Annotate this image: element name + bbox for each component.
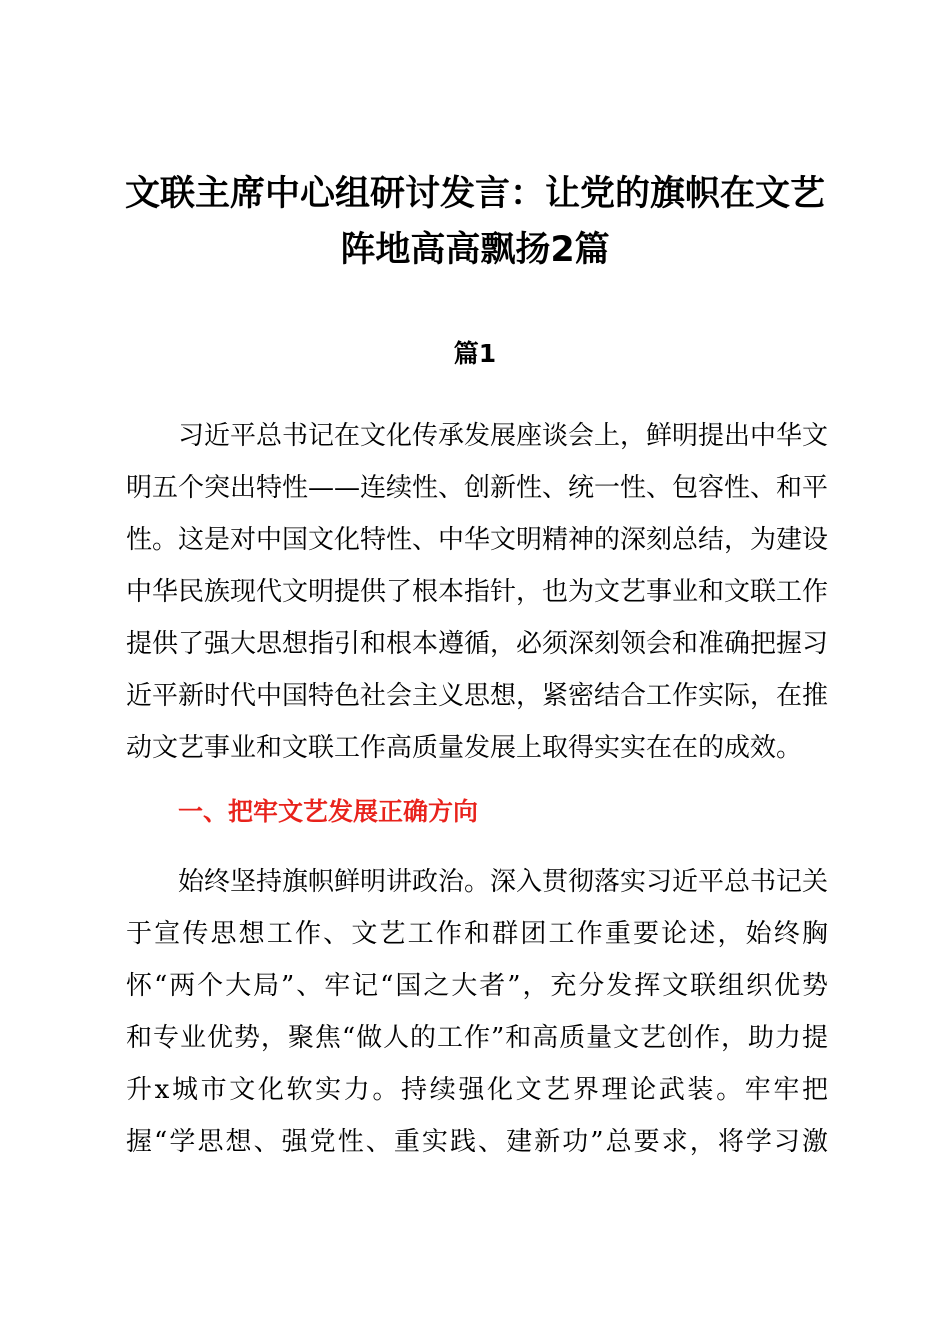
paragraph-line: 动文艺事业和文联工作高质量发展上取得实实在在的成效。 xyxy=(126,733,803,763)
paragraph-line: 明五个突出特性——连续性、创新性、统一性、包容性、和平 xyxy=(126,473,829,503)
body-paragraph-intro xyxy=(126,410,828,774)
paragraph-line: 性。这是对中国文化特性、中华文明精神的深刻总结，为建设 xyxy=(126,525,829,555)
paragraph-line: 升x城市文化软实力。持续强化文艺界理论武装。牢牢把 xyxy=(126,1075,828,1105)
paragraph-line: 于宣传思想工作、文艺工作和群团工作重要论述，始终胸 xyxy=(126,919,828,949)
paragraph-line: 提供了强大思想指引和根本遵循，必须深刻领会和准确把握习 xyxy=(126,629,829,659)
paragraph-line: 和专业优势，聚焦“做人的工作”和高质量文艺创作，助力提 xyxy=(126,1023,828,1053)
paragraph-line: 始终坚持旗帜鲜明讲政治。深入贯彻落实习近平总书记关 xyxy=(178,867,829,897)
document-title xyxy=(100,166,850,278)
section-heading: 一、把牢文艺发展正确方向 xyxy=(178,797,479,826)
paragraph-line: 怀“两个大局”、牢记“国之大者”，充分发挥文联组织优势 xyxy=(126,971,828,1001)
section-subtitle: 篇1 xyxy=(453,339,497,368)
title-line: 文联主席中心组研讨发言：让党的旗帜在文艺 xyxy=(124,174,825,214)
title-line: 阵地高高飘扬2篇 xyxy=(340,230,610,270)
paragraph-line: 中华民族现代文明提供了根本指针，也为文艺事业和文联工作 xyxy=(126,577,829,607)
paragraph-line: 近平新时代中国特色社会主义思想，紧密结合工作实际，在推 xyxy=(126,681,829,711)
paragraph-line: 握“学思想、强党性、重实践、建新功”总要求，将学习激 xyxy=(126,1127,828,1157)
body-paragraph-direction xyxy=(126,856,828,1168)
paragraph-line: 习近平总书记在文化传承发展座谈会上，鲜明提出中华文 xyxy=(178,421,829,451)
